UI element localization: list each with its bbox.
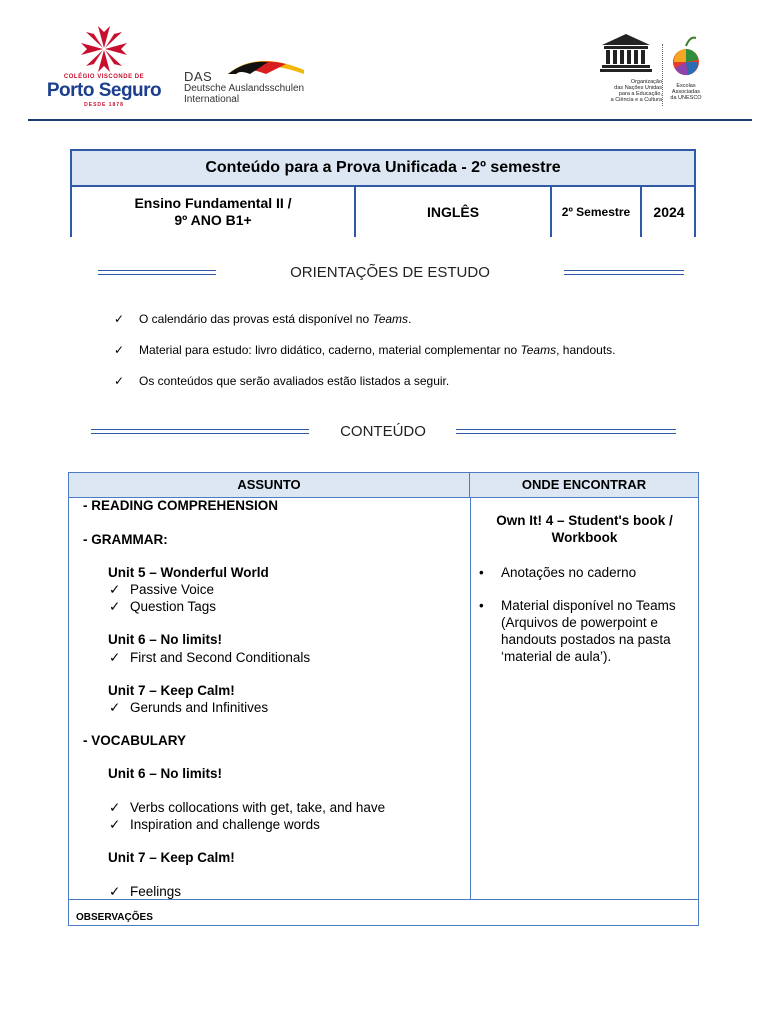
vocabulary-unit7: Unit 7 – Keep Calm!: [108, 850, 235, 865]
exam-title: Conteúdo para a Prova Unificada - 2º semestre: [72, 149, 694, 187]
book-reference: Own It! 4 – Student's book / Workbook: [496, 513, 673, 545]
conteudo-rule-right: [456, 429, 676, 434]
list-item: ✓ First and Second Conditionals: [109, 650, 311, 665]
das-line1: Deutsche Auslandsschulen: [184, 83, 305, 94]
observacoes-label: OBSERVAÇÕES: [76, 912, 153, 923]
checkmark-icon: ✓: [109, 800, 121, 815]
reading-heading: - READING COMPREHENSION: [83, 498, 279, 513]
semester-cell: 2º Semestre: [550, 187, 640, 237]
exam-title-table: [70, 149, 696, 237]
grade-line2: 9º ANO B1+: [174, 212, 252, 228]
porto-seguro-name: Porto Seguro: [46, 80, 162, 101]
escolas-line2: Associadas: [671, 89, 701, 95]
list-item: ✓ O calendário das provas está disponível no Teams.: [114, 312, 412, 326]
heading-rule-left: [98, 270, 216, 275]
unesco-org-line3: para a Educação,: [618, 91, 662, 97]
heading-rule-right: [564, 270, 684, 275]
das-swoosh-icon: [226, 54, 306, 76]
year-cell: 2024: [640, 187, 696, 237]
column-divider: [470, 498, 471, 899]
checkmark-icon: ✓: [109, 599, 121, 614]
bullet-icon: •: [479, 565, 484, 580]
list-item: ✓ Material para estudo: livro didático, caderno, material complementar no Teams, handouts.: [114, 343, 616, 357]
escolas-line3: da UNESCO: [670, 95, 702, 101]
grammar-unit6: Unit 6 – No limits!: [108, 632, 223, 647]
observacoes-row: [69, 899, 698, 926]
checkmark-icon: ✓: [109, 700, 121, 715]
grade-cell: [72, 187, 354, 237]
escolas-associadas-logo: [664, 34, 708, 101]
unesco-org-line2: das Nações Unidas: [614, 85, 662, 91]
logo-divider: [662, 44, 663, 106]
conteudo-heading: CONTEÚDO: [340, 423, 426, 440]
vocabulary-heading: - VOCABULARY: [83, 733, 186, 748]
grammar-unit7: Unit 7 – Keep Calm!: [108, 683, 235, 698]
grade-line1: Ensino Fundamental II /: [134, 195, 292, 211]
content-table: [68, 472, 699, 926]
checkmark-icon: ✓: [109, 817, 121, 832]
list-item: ✓ Inspiration and challenge words: [109, 817, 320, 832]
unesco-org-line4: a Ciência e a Cultura: [610, 97, 662, 103]
checkmark-icon: ✓: [114, 312, 125, 326]
escolas-line1: Escolas: [676, 83, 696, 89]
column-header-onde: ONDE ENCONTRAR: [470, 473, 698, 498]
orientacoes-list: [114, 311, 674, 404]
vocabulary-unit6: Unit 6 – No limits!: [108, 766, 223, 781]
checkmark-icon: ✓: [109, 650, 121, 665]
list-item: ✓ Gerunds and Infinitives: [109, 700, 269, 715]
checkmark-icon: ✓: [109, 582, 121, 597]
subject-cell: INGLÊS: [354, 187, 550, 237]
grammar-unit5: Unit 5 – Wonderful World: [108, 565, 269, 580]
header-divider: [28, 119, 752, 121]
porto-seguro-small-text: COLÉGIO VISCONDE DE: [63, 74, 145, 80]
conteudo-rule-left: [91, 429, 309, 434]
unesco-org-line1: Organização: [630, 79, 662, 85]
das-logo: [184, 56, 314, 105]
porto-seguro-logo: [44, 24, 164, 109]
checkmark-icon: ✓: [114, 374, 125, 388]
list-item: ✓ Os conteúdos que serão avaliados estão listados a seguir.: [114, 374, 450, 388]
porto-seguro-since: DESDE 1878: [84, 102, 124, 108]
maltese-cross-icon: [78, 24, 130, 74]
list-item: ✓ Feelings: [109, 884, 182, 899]
bullet-icon: •: [479, 598, 484, 613]
checkmark-icon: ✓: [109, 884, 121, 899]
orientacoes-heading: ORIENTAÇÕES DE ESTUDO: [290, 264, 490, 281]
das-title: DAS: [184, 69, 213, 84]
checkmark-icon: ✓: [114, 343, 125, 357]
list-item: ✓ Question Tags: [109, 599, 217, 614]
unesco-temple-icon: [598, 32, 654, 74]
list-item: ✓ Passive Voice: [109, 582, 215, 597]
list-item: • Material disponível no Teams (Arquivos de powerpoint e handouts postados na pasta ‘material de aula’).: [479, 598, 676, 664]
escolas-fruit-icon: [666, 34, 706, 78]
unesco-logo: [590, 32, 662, 103]
das-line2: International: [184, 94, 240, 105]
column-header-assunto: ASSUNTO: [69, 473, 470, 498]
grammar-heading: - GRAMMAR:: [83, 532, 168, 547]
list-item: • Anotações no caderno: [479, 565, 637, 580]
list-item: ✓ Verbs collocations with get, take, and have: [109, 800, 386, 815]
